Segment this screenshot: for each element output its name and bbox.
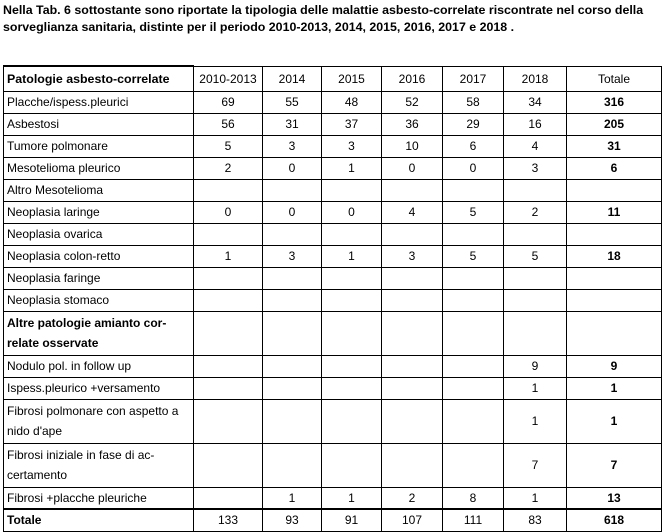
table-row bbox=[4, 135, 662, 157]
table-cell bbox=[194, 355, 263, 377]
table-body bbox=[4, 91, 662, 531]
table-cell bbox=[382, 179, 443, 201]
table-cell: 0 bbox=[322, 201, 382, 223]
row-label: Fibrosi polmonare con aspetto a nido d'ape bbox=[4, 399, 194, 443]
table-cell bbox=[322, 311, 382, 355]
table-cell bbox=[504, 179, 567, 201]
row-label: Placche/ispess.pleurici bbox=[4, 91, 194, 113]
table-cell: 31 bbox=[263, 113, 322, 135]
table-row bbox=[4, 399, 662, 443]
row-total-cell: 1 bbox=[567, 399, 662, 443]
table-cell: 0 bbox=[443, 157, 504, 179]
row-total-cell: 31 bbox=[567, 135, 662, 157]
table-row bbox=[4, 355, 662, 377]
table-cell: 9 bbox=[504, 355, 567, 377]
table-cell bbox=[443, 355, 504, 377]
table-cell bbox=[322, 443, 382, 487]
table-cell bbox=[263, 179, 322, 201]
row-total-cell bbox=[567, 179, 662, 201]
row-label: Mesotelioma pleurico bbox=[4, 157, 194, 179]
table-cell bbox=[443, 267, 504, 289]
row-total-cell: 618 bbox=[567, 509, 662, 531]
table-cell: 111 bbox=[443, 509, 504, 531]
table-cell: 83 bbox=[504, 509, 567, 531]
table-cell bbox=[263, 443, 322, 487]
row-label: Fibrosi +placche pleuriche bbox=[4, 487, 194, 509]
table-cell: 4 bbox=[382, 201, 443, 223]
row-total-cell bbox=[567, 289, 662, 311]
table-cell bbox=[504, 289, 567, 311]
row-label: Neoplasia laringe bbox=[4, 201, 194, 223]
table-cell: 0 bbox=[382, 157, 443, 179]
table-cell: 5 bbox=[504, 245, 567, 267]
row-total-cell: 7 bbox=[567, 443, 662, 487]
asbestos-pathologies-table bbox=[3, 65, 662, 532]
column-header: 2014 bbox=[263, 66, 322, 91]
table-row bbox=[4, 443, 662, 487]
table-cell bbox=[194, 443, 263, 487]
table-cell bbox=[194, 377, 263, 399]
table-cell bbox=[443, 311, 504, 355]
table-cell: 3 bbox=[263, 245, 322, 267]
row-label: Asbestosi bbox=[4, 113, 194, 135]
table-cell bbox=[322, 179, 382, 201]
table-cell: 8 bbox=[443, 487, 504, 509]
table-row bbox=[4, 179, 662, 201]
table-cell: 1 bbox=[322, 245, 382, 267]
table-cell: 56 bbox=[194, 113, 263, 135]
table-cell: 0 bbox=[263, 201, 322, 223]
table-cell bbox=[194, 267, 263, 289]
table-cell: 5 bbox=[443, 201, 504, 223]
table-cell bbox=[263, 399, 322, 443]
table-cell: 29 bbox=[443, 113, 504, 135]
table-cell bbox=[194, 311, 263, 355]
table-cell: 69 bbox=[194, 91, 263, 113]
table-cell bbox=[194, 399, 263, 443]
table-cell bbox=[382, 443, 443, 487]
table-cell bbox=[504, 311, 567, 355]
table-row bbox=[4, 91, 662, 113]
row-label: Neoplasia faringe bbox=[4, 267, 194, 289]
column-header: 2010-2013 bbox=[194, 66, 263, 91]
table-cell: 91 bbox=[322, 509, 382, 531]
table-cell: 5 bbox=[194, 135, 263, 157]
table-cell bbox=[322, 399, 382, 443]
table-cell: 1 bbox=[504, 487, 567, 509]
total-row bbox=[4, 509, 662, 531]
table-cell: 1 bbox=[263, 487, 322, 509]
table-cell bbox=[382, 355, 443, 377]
table-cell: 36 bbox=[382, 113, 443, 135]
table-cell bbox=[194, 223, 263, 245]
table-cell: 0 bbox=[263, 157, 322, 179]
table-row bbox=[4, 223, 662, 245]
table-cell bbox=[443, 289, 504, 311]
row-total-cell bbox=[567, 267, 662, 289]
table-cell: 0 bbox=[194, 201, 263, 223]
column-header: 2018 bbox=[504, 66, 567, 91]
table-cell: 48 bbox=[322, 91, 382, 113]
intro-paragraph: Nella Tab. 6 sottostante sono riportate la tipologia delle malattie asbesto-correlate riscontrate nel corso della sorveglianza sanitaria, distinte per il periodo 2010-2013, 2014, 2015, 2016, 2017 e 2018 . bbox=[3, 3, 644, 34]
column-header: 2017 bbox=[443, 66, 504, 91]
row-label: Neoplasia stomaco bbox=[4, 289, 194, 311]
table-cell: 133 bbox=[194, 509, 263, 531]
table-cell: 1 bbox=[322, 487, 382, 509]
header-row bbox=[4, 66, 662, 91]
table-cell: 2 bbox=[382, 487, 443, 509]
table-cell bbox=[263, 223, 322, 245]
table-cell bbox=[382, 289, 443, 311]
table-cell: 1 bbox=[504, 399, 567, 443]
table-cell bbox=[504, 267, 567, 289]
table-cell bbox=[443, 399, 504, 443]
table-row bbox=[4, 267, 662, 289]
table-row bbox=[4, 201, 662, 223]
table-cell bbox=[382, 223, 443, 245]
table-cell: 3 bbox=[504, 157, 567, 179]
table-cell: 3 bbox=[263, 135, 322, 157]
table-cell bbox=[504, 223, 567, 245]
column-header: Totale bbox=[567, 66, 662, 91]
table-row bbox=[4, 113, 662, 135]
table-cell: 7 bbox=[504, 443, 567, 487]
table-cell: 52 bbox=[382, 91, 443, 113]
table-cell bbox=[263, 377, 322, 399]
table-cell: 1 bbox=[194, 245, 263, 267]
table-cell: 58 bbox=[443, 91, 504, 113]
table-cell: 34 bbox=[504, 91, 567, 113]
column-header: Patologie asbesto-correlate bbox=[4, 66, 194, 91]
table-cell: 55 bbox=[263, 91, 322, 113]
table-cell bbox=[322, 355, 382, 377]
table-row bbox=[4, 245, 662, 267]
table-cell bbox=[194, 179, 263, 201]
row-label: Neoplasia colon-retto bbox=[4, 245, 194, 267]
table-cell bbox=[263, 311, 322, 355]
table-cell bbox=[382, 377, 443, 399]
row-label: Neoplasia ovarica bbox=[4, 223, 194, 245]
table-cell bbox=[322, 377, 382, 399]
row-total-cell: 316 bbox=[567, 91, 662, 113]
table-cell bbox=[322, 289, 382, 311]
row-total-cell: 18 bbox=[567, 245, 662, 267]
row-total-cell: 11 bbox=[567, 201, 662, 223]
table-cell: 1 bbox=[504, 377, 567, 399]
table-cell: 1 bbox=[322, 157, 382, 179]
table-cell bbox=[263, 355, 322, 377]
table-cell: 3 bbox=[322, 135, 382, 157]
table-cell bbox=[322, 223, 382, 245]
row-total-cell bbox=[567, 311, 662, 355]
table-cell: 37 bbox=[322, 113, 382, 135]
table-cell: 10 bbox=[382, 135, 443, 157]
table-row bbox=[4, 289, 662, 311]
table-cell bbox=[443, 179, 504, 201]
table-cell bbox=[194, 289, 263, 311]
row-label: Altro Mesotelioma bbox=[4, 179, 194, 201]
row-label: Tumore polmonare bbox=[4, 135, 194, 157]
row-total-cell bbox=[567, 223, 662, 245]
row-total-cell: 9 bbox=[567, 355, 662, 377]
row-label: Nodulo pol. in follow up bbox=[4, 355, 194, 377]
column-header: 2016 bbox=[382, 66, 443, 91]
table-cell: 5 bbox=[443, 245, 504, 267]
row-total-cell: 13 bbox=[567, 487, 662, 509]
table-cell bbox=[443, 223, 504, 245]
column-header: 2015 bbox=[322, 66, 382, 91]
table-row bbox=[4, 377, 662, 399]
table-row bbox=[4, 311, 662, 355]
table-cell bbox=[382, 311, 443, 355]
row-total-cell: 205 bbox=[567, 113, 662, 135]
table-cell: 6 bbox=[443, 135, 504, 157]
table-cell: 107 bbox=[382, 509, 443, 531]
table-cell: 2 bbox=[504, 201, 567, 223]
table-row bbox=[4, 487, 662, 509]
table-cell: 3 bbox=[382, 245, 443, 267]
table-cell bbox=[322, 267, 382, 289]
table-cell: 16 bbox=[504, 113, 567, 135]
row-label: Fibrosi iniziale in fase di ac-certamento bbox=[4, 443, 194, 487]
row-total-cell: 6 bbox=[567, 157, 662, 179]
table-cell bbox=[382, 267, 443, 289]
table-row bbox=[4, 157, 662, 179]
table-cell bbox=[443, 443, 504, 487]
table-cell bbox=[263, 267, 322, 289]
row-label: Altre patologie amianto cor-relate osservate bbox=[4, 311, 194, 355]
table-cell: 2 bbox=[194, 157, 263, 179]
table-cell: 4 bbox=[504, 135, 567, 157]
table-cell bbox=[382, 399, 443, 443]
row-label: Ispess.pleurico +versamento bbox=[4, 377, 194, 399]
row-total-cell: 1 bbox=[567, 377, 662, 399]
table-cell bbox=[194, 487, 263, 509]
table-cell: 93 bbox=[263, 509, 322, 531]
row-label: Totale bbox=[4, 509, 194, 531]
table-cell bbox=[263, 289, 322, 311]
table-cell bbox=[443, 377, 504, 399]
